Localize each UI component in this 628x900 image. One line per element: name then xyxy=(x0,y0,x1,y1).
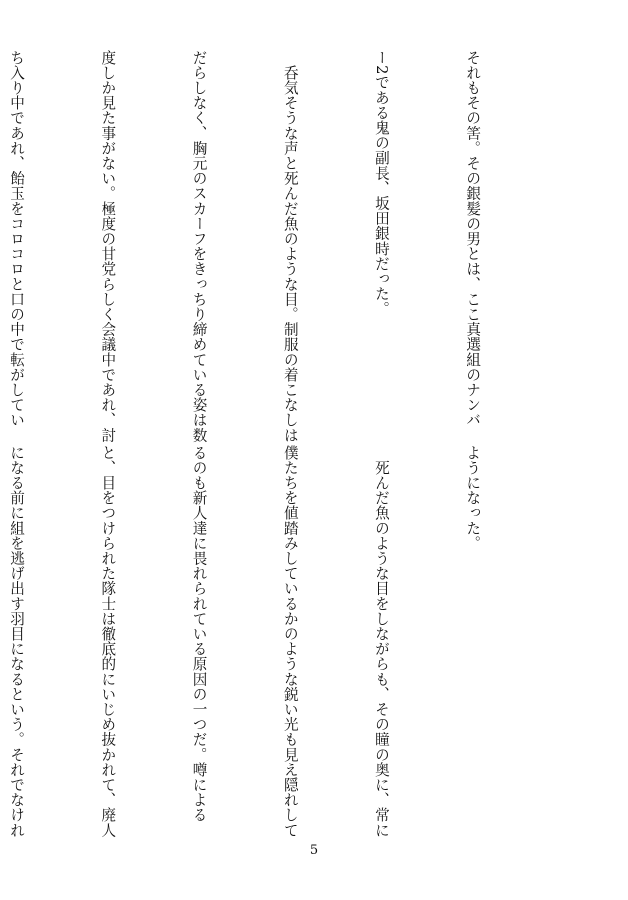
text-line: それもその筈。その銀髪の男とは、ここ真選組のナンバ xyxy=(464,50,482,428)
text-line: だらしなく、胸元のスカーフをきっちり締めている姿は数 xyxy=(190,50,208,443)
text-line: るのも新人達に畏れられている原因の一つだ。噂による xyxy=(190,445,208,823)
text-block-top xyxy=(0,50,548,443)
text-line: 呑気そうな声と死んだ魚のような目。制服の着こなしは xyxy=(281,50,299,443)
text-line: ようになった。 xyxy=(464,445,482,551)
text-line: と、目をつけられた隊士は徹底的にいじめ抜かれて、廃人 xyxy=(99,445,117,838)
text-line: ち入り中であれ、飴玉をコロコロと口の中で転がしてい xyxy=(8,50,26,428)
text-line: 度しか見た事がない。極度の甘党らしく会議中であれ、討 xyxy=(99,50,117,443)
text-line: 死んだ魚のような目をしながらも、その瞳の奥に、常に xyxy=(372,445,390,838)
text-line: 僕たちを値踏みしているかのような鋭い光も見え隠れして xyxy=(281,445,299,838)
text-line: ー2である鬼の副長、坂田銀時だった。 xyxy=(372,50,390,317)
text-line: になる前に組を逃げ出す羽目になるという。それでなけれ xyxy=(8,445,26,838)
text-block-bottom xyxy=(0,445,548,838)
page-number: 5 xyxy=(309,843,319,858)
